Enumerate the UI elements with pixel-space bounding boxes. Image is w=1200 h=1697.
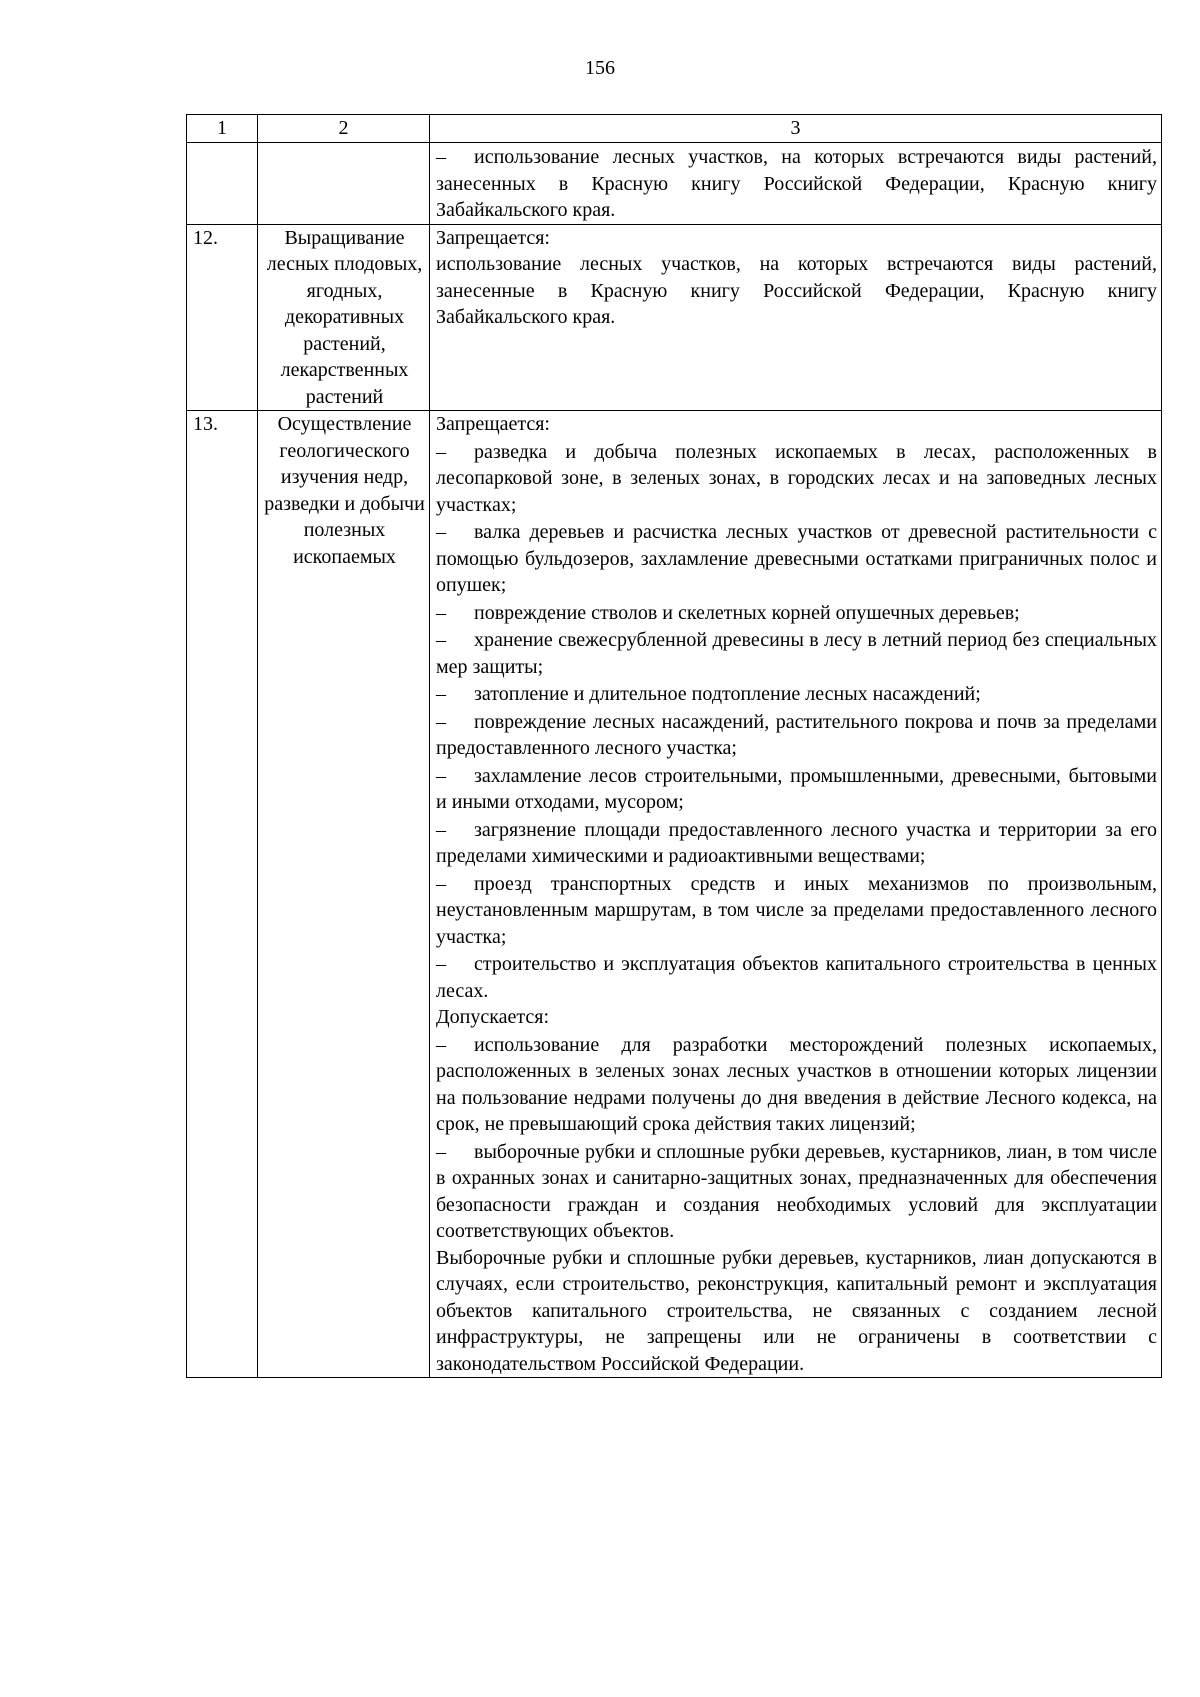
dash-bullet-icon: – (436, 764, 446, 787)
table-header (187, 115, 1162, 143)
dash-bullet-icon: – (436, 683, 446, 705)
list-item (436, 519, 1157, 599)
activity-type (258, 143, 430, 225)
table-row (187, 224, 1162, 411)
regulations-table (186, 114, 1162, 1378)
list-item (436, 951, 1157, 1004)
table-body (187, 143, 1162, 1378)
list-item (436, 817, 1157, 870)
list-item-text: загрязнение площади предоставленного лесного участка и территории за его пределами химическими и радиоактивными веществами; (436, 818, 1157, 867)
list-item (436, 871, 1157, 951)
list-item (436, 681, 1157, 708)
list-item (436, 600, 1157, 627)
paragraph: Запрещается: (436, 226, 550, 249)
dash-bullet-icon: – (436, 710, 446, 733)
page-number: 156 (585, 57, 615, 79)
list-item (436, 627, 1157, 680)
row-number (187, 143, 258, 225)
dash-bullet-icon: – (436, 818, 446, 841)
list-item (436, 144, 1157, 224)
dash-bullet-icon: – (436, 872, 446, 895)
dash-bullet-icon: – (436, 1033, 446, 1056)
table-row (187, 143, 1162, 225)
list-item-text: разведка и добыча полезных ископаемых в лесах, расположенных в лесопарковой зоне, в зеленых зонах, в городских лесах и на заповедных лесных участках; (436, 440, 1157, 516)
requirements-cell (430, 224, 1162, 411)
row-number: 12. (187, 224, 258, 411)
list-item-text: выборочные рубки и сплошные рубки деревьев, кустарников, лиан, в том числе в охранных зонах и санитарно-защитных зонах, предназначенных для обеспечения безопасности граждан и создания необходимых условий для эксплуатации соответствующих объектов. (436, 1140, 1157, 1242)
dash-bullet-icon: – (436, 146, 446, 168)
activity-type: Осуществление геологического изучения недр, разведки и добычи полезных ископаемых (258, 411, 430, 1378)
list-item (436, 1139, 1157, 1245)
activity-type: Выращивание лесных плодовых, ягодных, декоративных растений, лекарственных растений (258, 224, 430, 411)
table-row (187, 411, 1162, 1378)
dash-bullet-icon: – (436, 1140, 446, 1163)
list-item-text: строительство и эксплуатация объектов капитального строительства в ценных лесах. (436, 953, 1157, 1002)
column-header-3: 3 (430, 115, 1162, 143)
paragraph: Допускается: (436, 1006, 550, 1028)
list-item-text: использование лесных участков, на которых встречаются виды растений, занесенных в Красную книгу Российской Федерации, Красную книгу Забайкальского края. (436, 146, 1157, 221)
list-item (436, 1032, 1157, 1138)
dash-bullet-icon: – (436, 629, 446, 651)
list-item-text: затопление и длительное подтопление лесных насаждений; (474, 683, 981, 705)
column-header-1: 1 (187, 115, 258, 143)
dash-bullet-icon: – (436, 440, 446, 463)
list-item-text: проезд транспортных средств и иных механизмов по произвольным, неустановленным маршрутам, в том числе за пределами предоставленного лесного участка; (436, 872, 1157, 948)
list-item-text: повреждение лесных насаждений, растительного покрова и почв за пределами предоставленного лесного участка; (436, 710, 1157, 759)
list-item (436, 709, 1157, 762)
dash-bullet-icon: – (436, 601, 446, 624)
list-item-text: хранение свежесрубленной древесины в лесу в летний период без специальных мер защиты; (436, 629, 1157, 678)
dash-bullet-icon: – (436, 953, 446, 975)
dash-bullet-icon: – (436, 521, 446, 543)
list-item-text: повреждение стволов и скелетных корней опушечных деревьев; (474, 601, 1020, 624)
row-number: 13. (187, 411, 258, 1378)
requirements-cell (430, 411, 1162, 1378)
requirements-cell (430, 143, 1162, 225)
list-item (436, 763, 1157, 816)
paragraph: Выборочные рубки и сплошные рубки деревьев, кустарников, лиан допускаются в случаях, если строительство, реконструкция, капитальный ремонт и эксплуатация объектов капитального строительства, не связанных с созданием лесной инфраструктуры, не запрещены или не ограничены в соответствии с законодательством Российской Федерации. (436, 1246, 1157, 1375)
column-header-2: 2 (258, 115, 430, 143)
list-item-text: валка деревьев и расчистка лесных участков от древесной растительности с помощью бульдозеров, захламление древесными остатками приграничных полос и опушек; (436, 521, 1157, 596)
paragraph: использование лесных участков, на которых встречаются виды растений, занесенные в Красную книгу Российской Федерации, Красную книгу Забайкальского края. (436, 253, 1157, 328)
list-item-text: использование для разработки месторождений полезных ископаемых, расположенных в зеленых зонах лесных участков в отношении которых лицензии на пользование недрами получены до дня введения в действие Лесного кодекса, на срок, не превышающий срока действия таких лицензий; (436, 1033, 1157, 1135)
header-row (187, 115, 1162, 143)
list-item-text: захламление лесов строительными, промышленными, древесными, бытовыми и иными отходами, мусором; (436, 764, 1157, 813)
paragraph: Запрещается: (436, 413, 550, 435)
list-item (436, 439, 1157, 519)
